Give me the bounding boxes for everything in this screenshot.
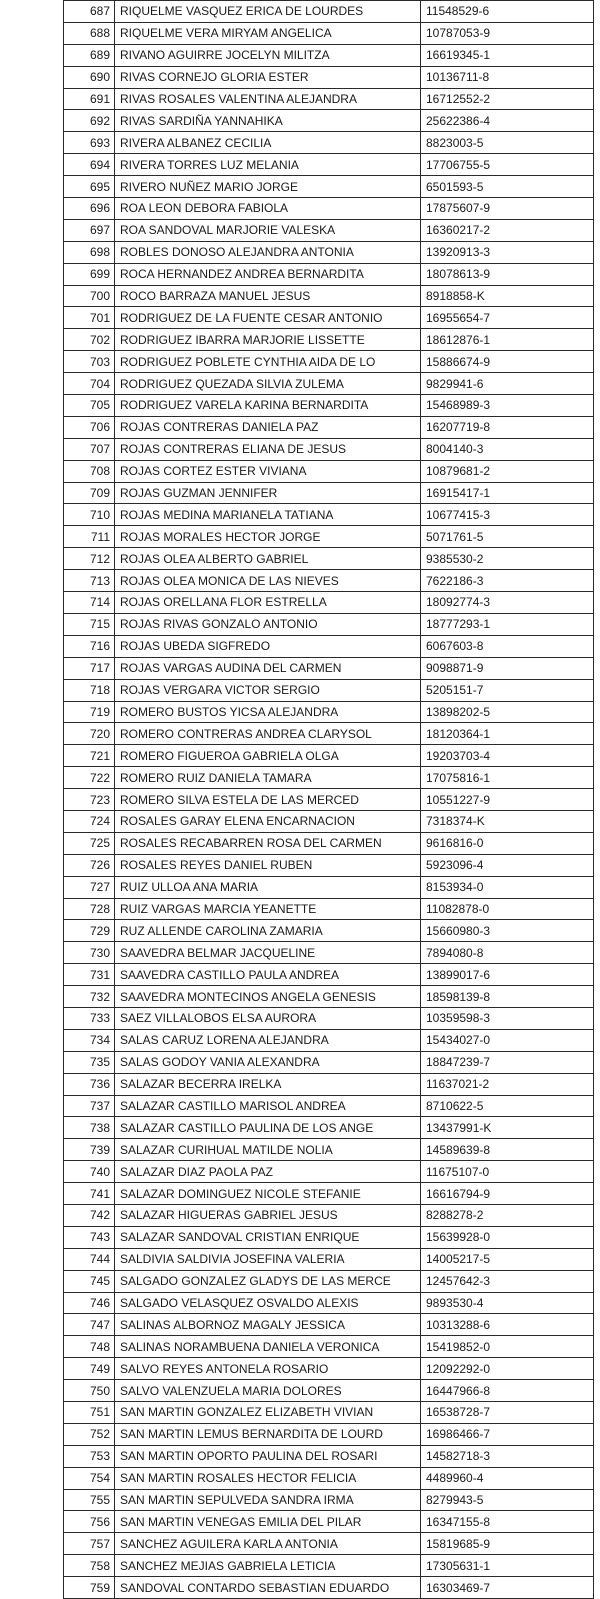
row-number: 727: [64, 876, 115, 898]
row-number: 691: [64, 88, 115, 110]
rut-number: 15468989-3: [421, 395, 594, 417]
rut-number: 5071761-5: [421, 526, 594, 548]
row-number: 709: [64, 482, 115, 504]
table-row: [64, 1445, 594, 1467]
full-name: SALVO REYES ANTONELA ROSARIO: [115, 1358, 421, 1380]
table-row: [64, 198, 594, 220]
full-name: ROJAS VERGARA VICTOR SERGIO: [115, 679, 421, 701]
rut-number: 12457642-3: [421, 1270, 594, 1292]
row-number: 712: [64, 548, 115, 570]
full-name: SALAZAR CURIHUAL MATILDE NOLIA: [115, 1139, 421, 1161]
rut-number: 16915417-1: [421, 482, 594, 504]
rut-number: 8288278-2: [421, 1204, 594, 1226]
row-number: 738: [64, 1117, 115, 1139]
rut-number: 6501593-5: [421, 176, 594, 198]
table-row: [64, 1489, 594, 1511]
full-name: RIVAS SARDIÑA YANNAHIKA: [115, 110, 421, 132]
full-name: ROSALES GARAY ELENA ENCARNACION: [115, 810, 421, 832]
rut-number: 14589639-8: [421, 1139, 594, 1161]
rut-number: 8710622-5: [421, 1095, 594, 1117]
table-row: [64, 504, 594, 526]
full-name: ROJAS MEDINA MARIANELA TATIANA: [115, 504, 421, 526]
full-name: RUIZ VARGAS MARCIA YEANETTE: [115, 898, 421, 920]
full-name: SALAZAR CASTILLO MARISOL ANDREA: [115, 1095, 421, 1117]
table-row: [64, 1380, 594, 1402]
table-row: [64, 1139, 594, 1161]
table-row: [64, 88, 594, 110]
row-number: 705: [64, 395, 115, 417]
row-number: 724: [64, 810, 115, 832]
rut-number: 18120364-1: [421, 723, 594, 745]
full-name: SAN MARTIN SEPULVEDA SANDRA IRMA: [115, 1489, 421, 1511]
rut-number: 10359598-3: [421, 1007, 594, 1029]
full-name: ROA LEON DEBORA FABIOLA: [115, 198, 421, 220]
rut-number: 18777293-1: [421, 613, 594, 635]
rut-number: 18598139-8: [421, 986, 594, 1008]
table-row: [64, 329, 594, 351]
full-name: SALGADO VELASQUEZ OSVALDO ALEXIS: [115, 1292, 421, 1314]
row-number: 700: [64, 285, 115, 307]
full-name: ROJAS RIVAS GONZALO ANTONIO: [115, 613, 421, 635]
rut-number: 9893530-4: [421, 1292, 594, 1314]
rut-number: 15639928-0: [421, 1226, 594, 1248]
rut-number: 10313288-6: [421, 1314, 594, 1336]
full-name: RIQUELME VERA MIRYAM ANGELICA: [115, 22, 421, 44]
table-row: [64, 1555, 594, 1577]
row-number: 688: [64, 22, 115, 44]
table-row: [64, 1314, 594, 1336]
table-row: [64, 789, 594, 811]
row-number: 737: [64, 1095, 115, 1117]
table-row: [64, 1248, 594, 1270]
full-name: ROCO BARRAZA MANUEL JESUS: [115, 285, 421, 307]
row-number: 730: [64, 942, 115, 964]
rut-number: 16207719-8: [421, 416, 594, 438]
table-row: [64, 1511, 594, 1533]
table-row: [64, 1423, 594, 1445]
full-name: SALINAS NORAMBUENA DANIELA VERONICA: [115, 1336, 421, 1358]
row-number: 753: [64, 1445, 115, 1467]
table-row: [64, 657, 594, 679]
table-row: [64, 1270, 594, 1292]
row-number: 735: [64, 1051, 115, 1073]
row-number: 711: [64, 526, 115, 548]
row-number: 706: [64, 416, 115, 438]
table-row: [64, 745, 594, 767]
rut-number: 17706755-5: [421, 154, 594, 176]
full-name: RIQUELME VASQUEZ ERICA DE LOURDES: [115, 1, 421, 23]
row-number: 690: [64, 66, 115, 88]
rut-number: 11675107-0: [421, 1161, 594, 1183]
rut-number: 9829941-6: [421, 373, 594, 395]
table-row: [64, 548, 594, 570]
table-row: [64, 854, 594, 876]
table-row: [64, 307, 594, 329]
row-number: 720: [64, 723, 115, 745]
row-number: 732: [64, 986, 115, 1008]
row-number: 708: [64, 460, 115, 482]
full-name: SAAVEDRA BELMAR JACQUELINE: [115, 942, 421, 964]
row-number: 733: [64, 1007, 115, 1029]
rut-number: 11637021-2: [421, 1073, 594, 1095]
table-row: [64, 395, 594, 417]
table-row: [64, 986, 594, 1008]
table-row: [64, 1051, 594, 1073]
table-row: [64, 570, 594, 592]
table-row: [64, 701, 594, 723]
row-number: 714: [64, 592, 115, 614]
full-name: SAN MARTIN GONZALEZ ELIZABETH VIVIAN: [115, 1402, 421, 1424]
row-number: 741: [64, 1183, 115, 1205]
table-row: [64, 66, 594, 88]
rut-number: 18612876-1: [421, 329, 594, 351]
row-number: 746: [64, 1292, 115, 1314]
row-number: 759: [64, 1577, 115, 1599]
row-number: 710: [64, 504, 115, 526]
table-row: [64, 132, 594, 154]
full-name: SALAS GODOY VANIA ALEXANDRA: [115, 1051, 421, 1073]
full-name: SALAZAR DIAZ PAOLA PAZ: [115, 1161, 421, 1183]
rut-number: 8918858-K: [421, 285, 594, 307]
table-row: [64, 1358, 594, 1380]
table-row: [64, 920, 594, 942]
row-number: 693: [64, 132, 115, 154]
rut-number: 8004140-3: [421, 438, 594, 460]
rut-number: 19203703-4: [421, 745, 594, 767]
full-name: SANCHEZ AGUILERA KARLA ANTONIA: [115, 1533, 421, 1555]
table-row: [64, 964, 594, 986]
table-row: [64, 263, 594, 285]
full-name: ROJAS OLEA ALBERTO GABRIEL: [115, 548, 421, 570]
rut-number: 16712552-2: [421, 88, 594, 110]
row-number: 731: [64, 964, 115, 986]
table-row: [64, 460, 594, 482]
rut-number: 8153934-0: [421, 876, 594, 898]
table-row: [64, 526, 594, 548]
row-number: 703: [64, 351, 115, 373]
rut-number: 4489960-4: [421, 1467, 594, 1489]
full-name: SALAZAR SANDOVAL CRISTIAN ENRIQUE: [115, 1226, 421, 1248]
rut-number: 10136711-8: [421, 66, 594, 88]
rut-number: 15434027-0: [421, 1029, 594, 1051]
rut-number: 11082878-0: [421, 898, 594, 920]
full-name: ROBLES DONOSO ALEJANDRA ANTONIA: [115, 241, 421, 263]
row-number: 736: [64, 1073, 115, 1095]
table-row: [64, 1204, 594, 1226]
row-number: 752: [64, 1423, 115, 1445]
full-name: SANCHEZ MEJIAS GABRIELA LETICIA: [115, 1555, 421, 1577]
row-number: 748: [64, 1336, 115, 1358]
row-number: 754: [64, 1467, 115, 1489]
rut-number: 12092292-0: [421, 1358, 594, 1380]
full-name: ROMERO CONTRERAS ANDREA CLARYSOL: [115, 723, 421, 745]
rut-number: 10551227-9: [421, 789, 594, 811]
table-row: [64, 723, 594, 745]
rut-number: 16986466-7: [421, 1423, 594, 1445]
full-name: RUZ ALLENDE CAROLINA ZAMARIA: [115, 920, 421, 942]
rut-number: 8279943-5: [421, 1489, 594, 1511]
table-row: [64, 1292, 594, 1314]
full-name: RODRIGUEZ DE LA FUENTE CESAR ANTONIO: [115, 307, 421, 329]
rut-number: 17075816-1: [421, 767, 594, 789]
row-number: 722: [64, 767, 115, 789]
full-name: SAN MARTIN OPORTO PAULINA DEL ROSARI: [115, 1445, 421, 1467]
row-number: 734: [64, 1029, 115, 1051]
row-number: 707: [64, 438, 115, 460]
table-row: [64, 373, 594, 395]
full-name: RODRIGUEZ QUEZADA SILVIA ZULEMA: [115, 373, 421, 395]
full-name: SALAZAR BECERRA IRELKA: [115, 1073, 421, 1095]
full-name: SAEZ VILLALOBOS ELSA AURORA: [115, 1007, 421, 1029]
row-number: 697: [64, 219, 115, 241]
rut-number: 13899017-6: [421, 964, 594, 986]
full-name: RIVERA TORRES LUZ MELANIA: [115, 154, 421, 176]
rut-number: 15419852-0: [421, 1336, 594, 1358]
full-name: ROMERO FIGUEROA GABRIELA OLGA: [115, 745, 421, 767]
table-row: [64, 438, 594, 460]
full-name: ROMERO SILVA ESTELA DE LAS MERCED: [115, 789, 421, 811]
row-number: 687: [64, 1, 115, 23]
row-number: 729: [64, 920, 115, 942]
rut-number: 9098871-9: [421, 657, 594, 679]
row-number: 740: [64, 1161, 115, 1183]
rut-number: 16347155-8: [421, 1511, 594, 1533]
registry-rows: [64, 1, 594, 1599]
rut-number: 9385530-2: [421, 548, 594, 570]
rut-number: 18078613-9: [421, 263, 594, 285]
full-name: RIVERO NUÑEZ MARIO JORGE: [115, 176, 421, 198]
full-name: RIVAS ROSALES VALENTINA ALEJANDRA: [115, 88, 421, 110]
table-row: [64, 613, 594, 635]
row-number: 744: [64, 1248, 115, 1270]
full-name: SAAVEDRA MONTECINOS ANGELA GENESIS: [115, 986, 421, 1008]
full-name: ROJAS GUZMAN JENNIFER: [115, 482, 421, 504]
table-row: [64, 219, 594, 241]
row-number: 756: [64, 1511, 115, 1533]
table-row: [64, 176, 594, 198]
table-row: [64, 898, 594, 920]
rut-number: 6067603-8: [421, 635, 594, 657]
full-name: SANDOVAL CONTARDO SEBASTIAN EDUARDO: [115, 1577, 421, 1599]
table-row: [64, 810, 594, 832]
row-number: 739: [64, 1139, 115, 1161]
rut-number: 7622186-3: [421, 570, 594, 592]
full-name: ROSALES REYES DANIEL RUBEN: [115, 854, 421, 876]
rut-number: 15819685-9: [421, 1533, 594, 1555]
rut-number: 9616816-0: [421, 832, 594, 854]
full-name: SALAZAR HIGUERAS GABRIEL JESUS: [115, 1204, 421, 1226]
full-name: ROJAS OLEA MONICA DE LAS NIEVES: [115, 570, 421, 592]
full-name: ROSALES RECABARREN ROSA DEL CARMEN: [115, 832, 421, 854]
rut-number: 15660980-3: [421, 920, 594, 942]
table-row: [64, 110, 594, 132]
table-row: [64, 1161, 594, 1183]
rut-number: 17305631-1: [421, 1555, 594, 1577]
registry-table: [63, 0, 594, 1599]
row-number: 689: [64, 44, 115, 66]
rut-number: 10879681-2: [421, 460, 594, 482]
rut-number: 13898202-5: [421, 701, 594, 723]
table-row: [64, 1226, 594, 1248]
full-name: SAN MARTIN ROSALES HECTOR FELICIA: [115, 1467, 421, 1489]
rut-number: 18847239-7: [421, 1051, 594, 1073]
table-row: [64, 1117, 594, 1139]
table-row: [64, 1095, 594, 1117]
rut-number: 16955654-7: [421, 307, 594, 329]
table-row: [64, 767, 594, 789]
full-name: SAN MARTIN VENEGAS EMILIA DEL PILAR: [115, 1511, 421, 1533]
row-number: 716: [64, 635, 115, 657]
rut-number: 18092774-3: [421, 592, 594, 614]
table-row: [64, 154, 594, 176]
table-row: [64, 1073, 594, 1095]
rut-number: 7318374-K: [421, 810, 594, 832]
rut-number: 16538728-7: [421, 1402, 594, 1424]
table-row: [64, 592, 594, 614]
full-name: SALINAS ALBORNOZ MAGALY JESSICA: [115, 1314, 421, 1336]
table-row: [64, 1, 594, 23]
full-name: RIVAS CORNEJO GLORIA ESTER: [115, 66, 421, 88]
table-row: [64, 1336, 594, 1358]
row-number: 715: [64, 613, 115, 635]
rut-number: 16303469-7: [421, 1577, 594, 1599]
full-name: ROMERO RUIZ DANIELA TAMARA: [115, 767, 421, 789]
full-name: RIVANO AGUIRRE JOCELYN MILITZA: [115, 44, 421, 66]
rut-number: 17875607-9: [421, 198, 594, 220]
table-row: [64, 241, 594, 263]
row-number: 747: [64, 1314, 115, 1336]
table-row: [64, 1467, 594, 1489]
row-number: 699: [64, 263, 115, 285]
table-row: [64, 1029, 594, 1051]
row-number: 702: [64, 329, 115, 351]
full-name: RUIZ ULLOA ANA MARIA: [115, 876, 421, 898]
table-row: [64, 876, 594, 898]
table-row: [64, 1533, 594, 1555]
rut-number: 8823003-5: [421, 132, 594, 154]
full-name: SAN MARTIN LEMUS BERNARDITA DE LOURD: [115, 1423, 421, 1445]
table-row: [64, 1577, 594, 1599]
row-number: 695: [64, 176, 115, 198]
rut-number: 13920913-3: [421, 241, 594, 263]
row-number: 692: [64, 110, 115, 132]
row-number: 694: [64, 154, 115, 176]
full-name: ROA SANDOVAL MARJORIE VALESKA: [115, 219, 421, 241]
table-row: [64, 635, 594, 657]
rut-number: 25622386-4: [421, 110, 594, 132]
table-row: [64, 285, 594, 307]
table-row: [64, 44, 594, 66]
table-row: [64, 416, 594, 438]
full-name: SALGADO GONZALEZ GLADYS DE LAS MERCE: [115, 1270, 421, 1292]
table-row: [64, 942, 594, 964]
table-row: [64, 22, 594, 44]
row-number: 743: [64, 1226, 115, 1248]
rut-number: 10677415-3: [421, 504, 594, 526]
full-name: ROMERO BUSTOS YICSA ALEJANDRA: [115, 701, 421, 723]
full-name: SALDIVIA SALDIVIA JOSEFINA VALERIA: [115, 1248, 421, 1270]
full-name: ROJAS UBEDA SIGFREDO: [115, 635, 421, 657]
rut-number: 14582718-3: [421, 1445, 594, 1467]
rut-number: 11548529-6: [421, 1, 594, 23]
full-name: ROJAS CONTRERAS ELIANA DE JESUS: [115, 438, 421, 460]
rut-number: 16619345-1: [421, 44, 594, 66]
row-number: 751: [64, 1402, 115, 1424]
full-name: RIVERA ALBANEZ CECILIA: [115, 132, 421, 154]
row-number: 726: [64, 854, 115, 876]
row-number: 742: [64, 1204, 115, 1226]
row-number: 757: [64, 1533, 115, 1555]
rut-number: 16360217-2: [421, 219, 594, 241]
table-row: [64, 1402, 594, 1424]
rut-number: 13437991-K: [421, 1117, 594, 1139]
row-number: 698: [64, 241, 115, 263]
full-name: ROCA HERNANDEZ ANDREA BERNARDITA: [115, 263, 421, 285]
full-name: ROJAS CONTRERAS DANIELA PAZ: [115, 416, 421, 438]
table-row: [64, 679, 594, 701]
row-number: 704: [64, 373, 115, 395]
row-number: 755: [64, 1489, 115, 1511]
row-number: 749: [64, 1358, 115, 1380]
row-number: 718: [64, 679, 115, 701]
full-name: ROJAS CORTEZ ESTER VIVIANA: [115, 460, 421, 482]
full-name: SALAZAR CASTILLO PAULINA DE LOS ANGE: [115, 1117, 421, 1139]
row-number: 721: [64, 745, 115, 767]
full-name: SALVO VALENZUELA MARIA DOLORES: [115, 1380, 421, 1402]
rut-number: 10787053-9: [421, 22, 594, 44]
rut-number: 7894080-8: [421, 942, 594, 964]
full-name: RODRIGUEZ VARELA KARINA BERNARDITA: [115, 395, 421, 417]
full-name: RODRIGUEZ IBARRA MARJORIE LISSETTE: [115, 329, 421, 351]
full-name: SALAZAR DOMINGUEZ NICOLE STEFANIE: [115, 1183, 421, 1205]
rut-number: 16447966-8: [421, 1380, 594, 1402]
row-number: 696: [64, 198, 115, 220]
row-number: 723: [64, 789, 115, 811]
row-number: 701: [64, 307, 115, 329]
row-number: 728: [64, 898, 115, 920]
full-name: ROJAS VARGAS AUDINA DEL CARMEN: [115, 657, 421, 679]
table-row: [64, 351, 594, 373]
row-number: 713: [64, 570, 115, 592]
table-row: [64, 1183, 594, 1205]
table-row: [64, 482, 594, 504]
rut-number: 5205151-7: [421, 679, 594, 701]
table-row: [64, 1007, 594, 1029]
full-name: ROJAS ORELLANA FLOR ESTRELLA: [115, 592, 421, 614]
full-name: SALAS CARUZ LORENA ALEJANDRA: [115, 1029, 421, 1051]
full-name: RODRIGUEZ POBLETE CYNTHIA AIDA DE LO: [115, 351, 421, 373]
row-number: 750: [64, 1380, 115, 1402]
full-name: ROJAS MORALES HECTOR JORGE: [115, 526, 421, 548]
rut-number: 5923096-4: [421, 854, 594, 876]
rut-number: 14005217-5: [421, 1248, 594, 1270]
rut-number: 16616794-9: [421, 1183, 594, 1205]
full-name: SAAVEDRA CASTILLO PAULA ANDREA: [115, 964, 421, 986]
rut-number: 15886674-9: [421, 351, 594, 373]
row-number: 725: [64, 832, 115, 854]
row-number: 717: [64, 657, 115, 679]
row-number: 758: [64, 1555, 115, 1577]
row-number: 745: [64, 1270, 115, 1292]
row-number: 719: [64, 701, 115, 723]
table-row: [64, 832, 594, 854]
